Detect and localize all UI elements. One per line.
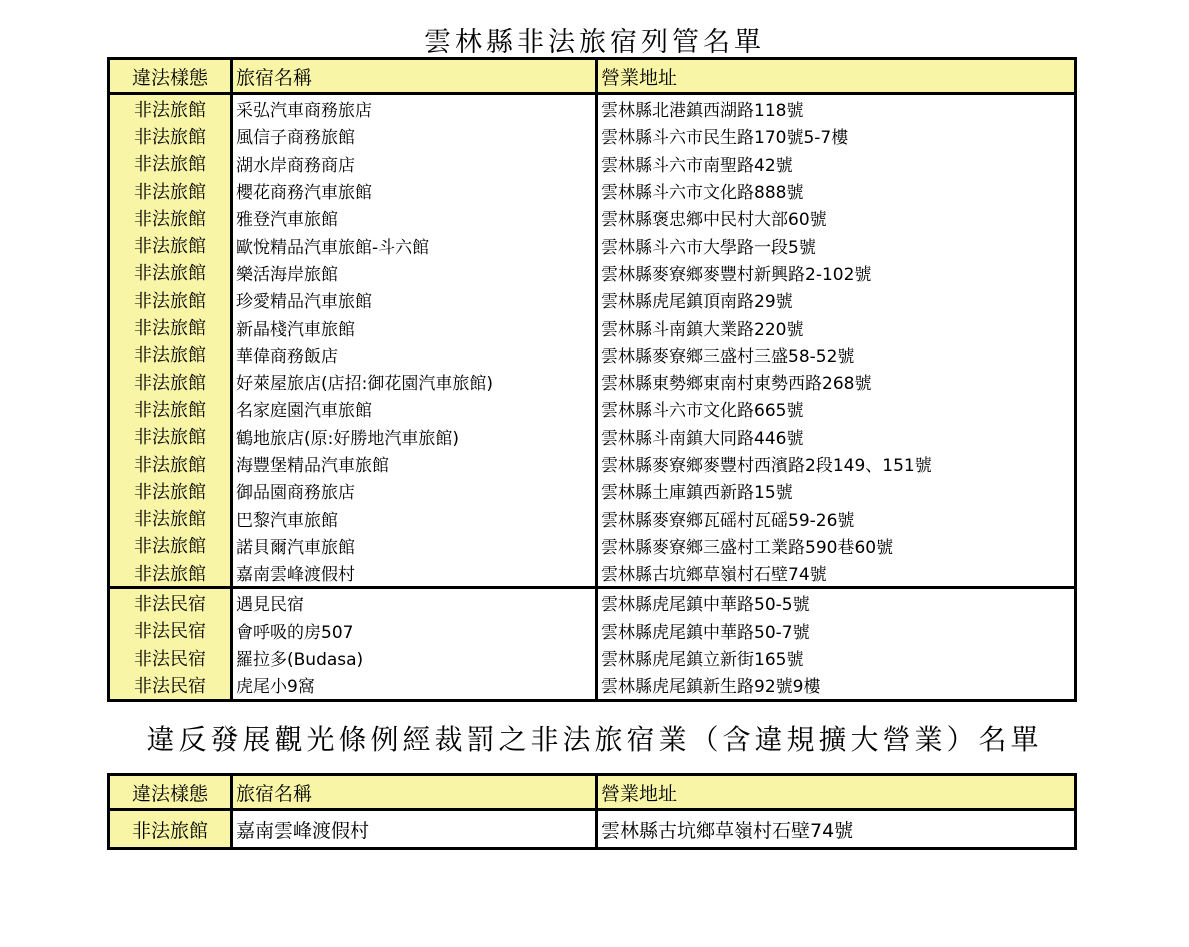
address-cell: 雲林縣東勢鄉東南村東勢西路268號 xyxy=(597,368,1076,395)
lodging-name-cell: 遇見民宿 xyxy=(236,595,304,616)
address-cell: 雲林縣斗六市文化路665號 xyxy=(597,395,1076,422)
table-row xyxy=(109,368,1076,395)
penalized-lodging-table xyxy=(107,773,1077,850)
violation-type-cell: 非法旅館 xyxy=(109,259,232,286)
lodging-name-cell: 海豐堡精品汽車旅館 xyxy=(236,456,389,476)
table-row xyxy=(109,450,1076,477)
lodging-name-cell: 采弘汽車商務旅店 xyxy=(236,101,372,122)
address-cell: 雲林縣斗六市民生路170號5-7樓 xyxy=(597,122,1076,149)
lodging-name-cell: 巴黎汽車旅館 xyxy=(236,510,338,531)
lodging-name-cell: 諾貝爾汽車旅館 xyxy=(236,537,355,558)
table-row xyxy=(109,94,1076,123)
header-lodging-name: 旅宿名稱 xyxy=(232,775,597,810)
lodging-name-cell: 名家庭園汽車旅館 xyxy=(236,401,372,422)
address-cell: 雲林縣土庫鎮西新路15號 xyxy=(597,477,1076,504)
violation-type-cell: 非法旅館 xyxy=(109,368,232,395)
violation-type-cell: 非法旅館 xyxy=(109,231,232,258)
address-cell: 雲林縣虎尾鎮立新街165號 xyxy=(597,644,1076,671)
violation-type-cell: 非法旅館 xyxy=(109,122,232,149)
violation-type-cell: 非法旅館 xyxy=(109,177,232,204)
illegal-lodging-table xyxy=(107,57,1077,702)
violation-type-cell: 非法旅館 xyxy=(109,313,232,340)
violation-type-cell: 非法民宿 xyxy=(109,644,232,671)
address-cell: 雲林縣麥寮鄉麥豐村新興路2-102號 xyxy=(597,259,1076,286)
table-row xyxy=(109,177,1076,204)
lodging-name-cell: 風信子商務旅館 xyxy=(236,128,355,149)
violation-type-cell: 非法旅館 xyxy=(109,477,232,504)
section-title: 違反發展觀光條例經裁罰之非法旅宿業（含違規擴大營業）名單 xyxy=(146,723,1043,756)
violation-type-cell: 非法旅館 xyxy=(109,395,232,422)
table-row xyxy=(109,231,1076,258)
lodging-name-cell: 樂活海岸旅館 xyxy=(236,264,338,285)
table-row xyxy=(109,810,1076,849)
lodging-name-cell: 御品園商務旅店 xyxy=(236,483,355,504)
page-title: 雲林縣非法旅宿列管名單 xyxy=(424,27,765,58)
address-cell: 雲林縣斗六市文化路888號 xyxy=(597,177,1076,204)
table-header-row xyxy=(109,775,1076,810)
table-row xyxy=(109,504,1076,531)
address-cell: 雲林縣麥寮鄉瓦磘村瓦磘59-26號 xyxy=(597,504,1076,531)
lodging-name-cell: 華偉商務飯店 xyxy=(236,346,338,367)
lodging-name-cell: 虎尾小9窩 xyxy=(232,671,597,700)
lodging-name-cell: 嘉南雲峰渡假村 xyxy=(232,559,597,588)
address-cell: 雲林縣斗六市南聖路42號 xyxy=(597,150,1076,177)
table-row xyxy=(109,644,1076,671)
lodging-name-cell: 櫻花商務汽車旅館 xyxy=(236,183,372,204)
header-business-address: 營業地址 xyxy=(597,59,1076,94)
address-cell: 雲林縣麥寮鄉三盛村三盛58-52號 xyxy=(597,341,1076,368)
table-row xyxy=(109,559,1076,588)
table-row xyxy=(109,286,1076,313)
violation-type-cell: 非法旅館 xyxy=(109,150,232,177)
lodging-name-cell: 好萊屋旅店(店招:御花園汽車旅館) xyxy=(236,374,493,395)
violation-type-cell: 非法旅館 xyxy=(109,810,232,849)
lodging-name-cell: 羅拉多(Budasa) xyxy=(236,650,364,671)
table-header-row xyxy=(109,59,1076,94)
violation-type-cell: 非法旅館 xyxy=(109,341,232,368)
header-lodging-name: 旅宿名稱 xyxy=(232,59,597,94)
address-cell: 雲林縣斗六市大學路一段5號 xyxy=(597,231,1076,258)
lodging-name-cell: 會呼吸的房507 xyxy=(236,622,354,643)
address-cell: 雲林縣古坑鄉草嶺村石壁74號 xyxy=(597,559,1076,588)
lodging-name-cell: 嘉南雲峰渡假村 xyxy=(232,810,597,849)
table-row xyxy=(109,313,1076,340)
lodging-name-cell: 珍愛精品汽車旅館 xyxy=(236,292,372,313)
address-cell: 雲林縣麥寮鄉麥豐村西濱路2段149、151號 xyxy=(597,450,1076,477)
address-cell: 雲林縣麥寮鄉三盛村工業路590巷60號 xyxy=(597,532,1076,559)
lodging-name-cell: 雅登汽車旅館 xyxy=(236,210,338,231)
table-row xyxy=(109,532,1076,559)
violation-type-cell: 非法旅館 xyxy=(109,532,232,559)
violation-type-cell: 非法民宿 xyxy=(109,588,232,617)
violation-type-cell: 非法旅館 xyxy=(109,204,232,231)
lodging-name-cell: 鶴地旅店(原:好勝地汽車旅館) xyxy=(236,428,459,449)
address-cell: 雲林縣褒忠鄉中民村大部60號 xyxy=(597,204,1076,231)
violation-type-cell: 非法民宿 xyxy=(109,617,232,644)
table-row xyxy=(109,395,1076,422)
table-row xyxy=(109,204,1076,231)
violation-type-cell: 非法旅館 xyxy=(109,504,232,531)
table-row xyxy=(109,122,1076,149)
violation-type-cell: 非法旅館 xyxy=(109,450,232,477)
lodging-name-cell: 新晶棧汽車旅館 xyxy=(236,319,355,340)
table-row xyxy=(109,617,1076,644)
table-row xyxy=(109,341,1076,368)
table-row xyxy=(109,477,1076,504)
lodging-name-cell: 歐悅精品汽車旅館-斗六館 xyxy=(236,237,430,258)
address-cell: 雲林縣北港鎮西湖路118號 xyxy=(597,94,1076,123)
violation-type-cell: 非法旅館 xyxy=(109,423,232,450)
address-cell: 雲林縣斗南鎮大業路220號 xyxy=(597,313,1076,340)
violation-type-cell: 非法旅館 xyxy=(109,559,232,588)
address-cell: 雲林縣虎尾鎮中華路50-7號 xyxy=(597,617,1076,644)
header-violation-type: 違法樣態 xyxy=(109,59,232,94)
table-row xyxy=(109,259,1076,286)
table-row xyxy=(109,150,1076,177)
address-cell: 雲林縣虎尾鎮頂南路29號 xyxy=(597,286,1076,313)
table-row xyxy=(109,671,1076,700)
address-cell: 雲林縣斗南鎮大同路446號 xyxy=(597,423,1076,450)
violation-type-cell: 非法旅館 xyxy=(109,286,232,313)
address-cell: 雲林縣虎尾鎮新生路92號9樓 xyxy=(597,671,1076,700)
violation-type-cell: 非法民宿 xyxy=(109,671,232,700)
address-cell: 雲林縣古坑鄉草嶺村石壁74號 xyxy=(597,810,1076,849)
header-violation-type: 違法樣態 xyxy=(109,775,232,810)
header-business-address: 營業地址 xyxy=(597,775,1076,810)
table-row xyxy=(109,588,1076,617)
address-cell: 雲林縣虎尾鎮中華路50-5號 xyxy=(597,588,1076,617)
violation-type-cell: 非法旅館 xyxy=(109,94,232,123)
table-row xyxy=(109,423,1076,450)
lodging-name-cell: 湖水岸商務商店 xyxy=(236,155,355,176)
